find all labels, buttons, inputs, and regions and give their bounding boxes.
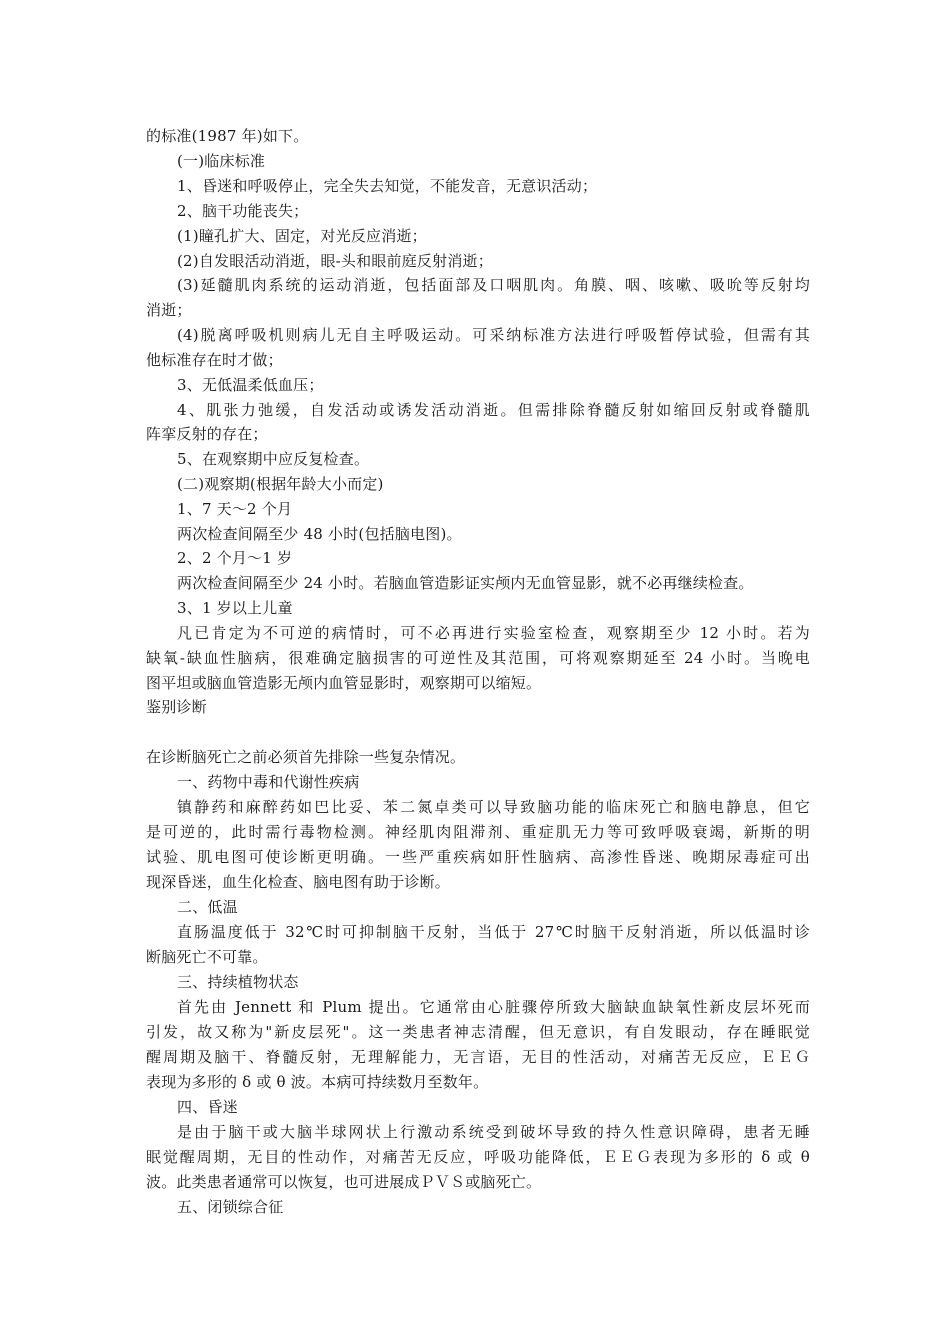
text-line: 醒周期及脑干、脊髓反射，无理解能力，无言语，无目的性活动，对痛苦无反应，ＥＥＧ	[146, 1048, 810, 1066]
section-heading: 二、低温	[177, 898, 238, 916]
list-item: 3、无低温柔低血压；	[177, 376, 324, 394]
text-line: 凡已肯定为不可逆的病情时，可不必再进行实验室检查，观察期至少 12 小时。若为	[177, 624, 810, 642]
text-line: 阵挛反射的存在；	[146, 425, 268, 443]
section-heading: (二)观察期(根据年龄大小而定)	[177, 475, 384, 493]
section-heading: 五、闭锁综合征	[177, 1198, 284, 1216]
text-line: 两次检查间隔至少 24 小时。若脑血管造影证实颅内无血管显影，就不必再继续检查。	[177, 574, 754, 592]
list-item: 2、2 个月～1 岁	[177, 549, 293, 567]
list-item: 2、脑干功能丧失；	[177, 202, 309, 220]
text-line: 直肠温度低于 32℃时可抑制脑干反射，当低于 27℃时脑干反射消逝，所以低温时诊	[177, 923, 810, 941]
list-item: (2)自发眼活动消逝，眼-头和眼前庭反射消逝；	[177, 252, 493, 270]
text-line: 首先由 Jennett 和 Plum 提出。它通常由心脏骤停所致大脑缺血缺氧性新皮层坏死而	[177, 998, 810, 1016]
text-line: 眠觉醒周期，无目的性动作，对痛苦无反应，呼吸功能降低，ＥＥＧ表现为多形的 δ 或 θ	[146, 1148, 810, 1166]
section-heading: 一、药物中毒和代谢性疾病	[177, 773, 360, 791]
text-line: 波。此类患者通常可以恢复，也可进展成ＰＶＳ或脑死亡。	[146, 1173, 542, 1191]
text-line: 在诊断脑死亡之前必须首先排除一些复杂情况。	[146, 748, 466, 766]
text-line: 是可逆的，此时需行毒物检测。神经肌肉阻滞剂、重症肌无力等可致呼吸衰竭，新斯的明	[146, 823, 810, 841]
text-line: 两次检查间隔至少 48 小时(包括脑电图)。	[177, 525, 462, 543]
text-line: 的标准(1987 年)如下。	[146, 127, 309, 145]
list-item: 1、昏迷和呼吸停止，完全失去知觉，不能发音，无意识活动；	[177, 177, 598, 195]
text-line: 缺氧-缺血性脑病，很难确定脑损害的可逆性及其范围，可将观察期延至 24 小时。当晚电	[146, 649, 810, 667]
text-line: 他标准存在时才做；	[146, 351, 283, 369]
list-item: 4、肌张力弛缓，自发活动或诱发活动消逝。但需排除脊髓反射如缩回反射或脊髓肌	[177, 401, 810, 419]
text-line: 现深昏迷，血生化检查、脑电图有助于诊断。	[146, 873, 451, 891]
text-line: 消逝；	[146, 301, 192, 319]
text-line: 表现为多形的 δ 或 θ 波。本病可持续数月至数年。	[146, 1073, 489, 1091]
list-item: (1)瞳孔扩大、固定，对光反应消逝；	[177, 227, 427, 245]
list-item: 5、在观察期中应反复检查。	[177, 450, 370, 468]
text-line: 试验、肌电图可使诊断更明确。一些严重疾病如肝性脑病、高渗性昏迷、晚期尿毒症可出	[146, 848, 810, 866]
section-heading: 鉴别诊断	[146, 698, 207, 716]
text-line: 引发，故又称为"新皮层死"。这一类患者神志清醒，但无意识，有自发眼动，存在睡眠觉	[146, 1023, 810, 1041]
text-line: 图平坦或脑血管造影无颅内血管显影时，观察期可以缩短。	[146, 674, 542, 692]
section-heading: (一)临床标准	[177, 152, 266, 170]
section-heading: 三、持续植物状态	[177, 973, 299, 991]
list-item: 3、1 岁以上儿童	[177, 599, 293, 617]
list-item: (4)脱离呼吸机则病儿无自主呼吸运动。可采纳标准方法进行呼吸暂停试验，但需有其	[177, 326, 810, 344]
text-line: 镇静药和麻醉药如巴比妥、苯二氮卓类可以导致脑功能的临床死亡和脑电静息，但它	[177, 798, 810, 816]
text-line: 断脑死亡不可靠。	[146, 948, 268, 966]
list-item: (3)延髓肌肉系统的运动消逝，包括面部及口咽肌肉。角膜、咽、咳嗽、吸吮等反射均	[177, 276, 810, 294]
section-heading: 四、昏迷	[177, 1098, 238, 1116]
text-line: 是由于脑干或大脑半球网状上行激动系统受到破坏导致的持久性意识障碍，患者无睡	[177, 1123, 810, 1141]
list-item: 1、7 天～2 个月	[177, 500, 293, 518]
